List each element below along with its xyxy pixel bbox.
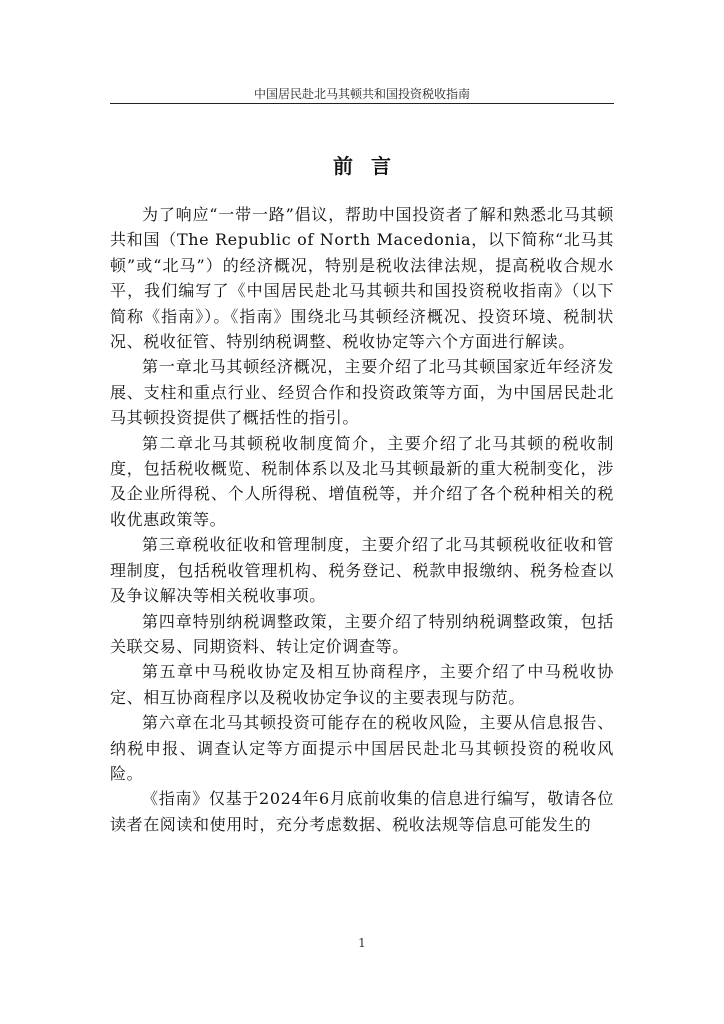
paragraph-chapter-5: 第五章中马税收协定及相互协商程序，主要介绍了中马税收协定、相互协商程序以及税收协定争议的主要表现与防范。 [110,662,614,707]
paragraph-chapter-6: 第六章在北马其顿投资可能存在的税收风险，主要从信息报告、纳税申报、调查认定等方面提示中国居民赴北马其顿投资的税收风险。 [110,713,614,783]
paragraph-chapter-4: 第四章特别纳税调整政策，主要介绍了特别纳税调整政策，包括关联交易、同期资料、转让定价调查等。 [110,611,614,656]
paragraph-chapter-3: 第三章税收征收和管理制度，主要介绍了北马其顿税收征收和管理制度，包括税收管理机构、税务登记、税款申报缴纳、税务检查以及争议解决等相关税收事项。 [110,535,614,606]
paragraph-disclaimer: 《指南》仅基于2024年6月底前收集的信息进行编写，敬请各位读者在阅读和使用时，充分考虑数据、税收法规等信息可能发生的 [110,789,614,834]
paragraph-chapter-1: 第一章北马其顿经济概况，主要介绍了北马其顿国家近年经济发展、支柱和重点行业、经贸合作和投资政策等方面，为中国居民赴北马其顿投资提供了概括性的指引。 [110,357,614,428]
paragraph-chapter-2: 第二章北马其顿税收制度简介，主要介绍了北马其顿的税收制度，包括税收概览、税制体系以及北马其顿最新的重大税制变化，涉及企业所得税、个人所得税、增值税等，并介绍了各个税种相关的税收优惠政策等。 [110,433,614,529]
header-divider [110,103,614,104]
paragraph-intro: 为了响应“一带一路”倡议，帮助中国投资者了解和熟悉北马其顿共和国（The Republic of North Macedonia，以下简称“北马其顿”或“北马”）的经济概况，特别是税收法律法规，提高税收合规水平，我们编写了《中国居民赴北马其顿共和国投资税收指南》（以下简称《指南》）。《指南》围绕北马其顿经济概况、投资环境、税制状况、税收征管、特别纳税调整、税收协定等六个方面进行解读。 [110,205,614,352]
running-header: 中国居民赴北马其顿共和国投资税收指南 [253,87,470,101]
page-title: 前言 [333,154,409,178]
page-number: 1 [358,936,366,950]
document-body [110,202,614,837]
